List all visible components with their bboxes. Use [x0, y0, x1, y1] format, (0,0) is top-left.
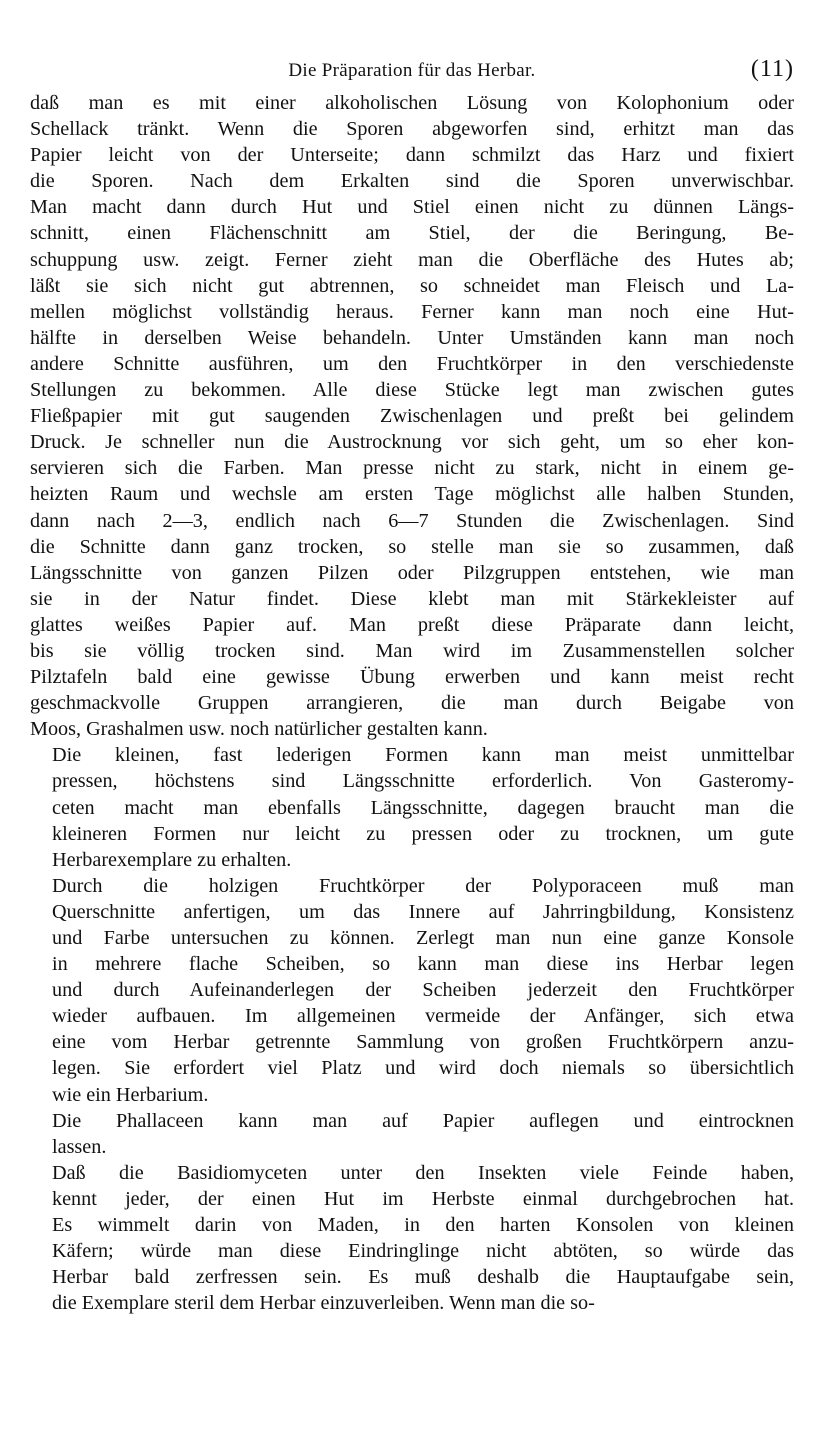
- text-line: glattes weißes Papier auf. Man preßt diese Präparate dann leicht,: [30, 613, 794, 636]
- text-line: schnitt, einen Flächenschnitt am Stiel, der die Beringung, Be-: [30, 222, 794, 245]
- text-line: läßt sie sich nicht gut abtrennen, so schneidet man Fleisch und La-: [30, 274, 794, 297]
- text-line: lassen.: [52, 1135, 107, 1158]
- text-line: geschmackvolle Gruppen arrangieren, die man durch Beigabe von: [30, 692, 794, 715]
- text-line: Durch die holzigen Fruchtkörper der Polyporaceen muß man: [52, 874, 794, 897]
- paragraph: [30, 742, 794, 872]
- text-line: Die Phallaceen kann man auf Papier auflegen und eintrocknen: [52, 1109, 794, 1132]
- page-number: (11): [750, 56, 794, 82]
- text-line: daß man es mit einer alkoholischen Lösung von Kolophonium oder: [30, 92, 794, 114]
- text-line: sie in der Natur findet. Diese klebt man mit Stärkekleister auf: [30, 587, 794, 610]
- text-line: ceten macht man ebenfalls Längsschnitte, dagegen braucht man die: [52, 796, 794, 819]
- text-line: Querschnitte anfertigen, um das Innere auf Jahrringbildung, Konsistenz: [52, 900, 794, 923]
- body-text: [30, 90, 794, 1316]
- text-line: eine vom Herbar getrennte Sammlung von großen Fruchtkörpern anzu-: [52, 1031, 794, 1054]
- paragraph: [30, 1108, 794, 1160]
- text-line: schuppung usw. zeigt. Ferner zieht man die Oberfläche des Hutes ab;: [30, 248, 794, 271]
- text-line: Stellungen zu bekommen. Alle diese Stücke legt man zwischen gutes: [30, 379, 794, 402]
- text-line: Fließpapier mit gut saugenden Zwischenlagen und preßt bei gelindem: [30, 405, 794, 428]
- text-line: Käfern; würde man diese Eindringlinge nicht abtöten, so würde das: [52, 1240, 794, 1263]
- paragraph: [30, 873, 794, 1108]
- paragraph: [30, 1160, 794, 1317]
- text-line: Daß die Basidiomyceten unter den Insekten viele Feinde haben,: [52, 1161, 794, 1184]
- text-line: servieren sich die Farben. Man presse nicht zu stark, nicht in einem ge-: [30, 457, 794, 480]
- text-line: Herbar bald zerfressen sein. Es muß deshalb die Hauptaufgabe sein,: [52, 1266, 794, 1289]
- text-line: Schellack tränkt. Wenn die Sporen abgeworfen sind, erhitzt man das: [30, 118, 794, 141]
- running-title: Die Präparation für das Herbar.: [288, 60, 536, 81]
- text-line: pressen, höchstens sind Längsschnitte erforderlich. Von Gasteromy-: [52, 770, 794, 793]
- text-line: kennt jeder, der einen Hut im Herbste einmal durchgebrochen hat.: [52, 1187, 794, 1210]
- text-line: Die kleinen, fast lederigen Formen kann man meist unmittelbar: [52, 744, 794, 767]
- text-line: andere Schnitte ausführen, um den Fruchtkörper in den verschiedenste: [30, 352, 794, 375]
- text-line: wieder aufbauen. Im allgemeinen vermeide der Anfänger, sich etwa: [52, 1005, 794, 1028]
- text-line: dann nach 2—3, endlich nach 6—7 Stunden die Zwischenlagen. Sind: [30, 509, 794, 532]
- text-line: Druck. Je schneller nun die Austrocknung vor sich geht, um so eher kon-: [30, 431, 794, 454]
- text-line: in mehrere flache Scheiben, so kann man diese ins Herbar legen: [52, 953, 794, 976]
- text-line: wie ein Herbarium.: [52, 1083, 209, 1106]
- text-line: Herbarexemplare zu erhalten.: [52, 848, 292, 871]
- text-line: legen. Sie erfordert viel Platz und wird doch niemals so übersichtlich: [52, 1057, 794, 1080]
- text-line: und durch Aufeinanderlegen der Scheiben jederzeit den Fruchtkörper: [52, 979, 794, 1002]
- paragraph: [30, 90, 794, 742]
- text-line: Pilztafeln bald eine gewisse Übung erwerben und kann meist recht: [30, 666, 794, 689]
- text-line: hälfte in derselben Weise behandeln. Unter Umständen kann man noch: [30, 326, 794, 349]
- text-line: Längsschnitte von ganzen Pilzen oder Pilzgruppen entstehen, wie man: [30, 561, 794, 584]
- text-line: Moos, Grashalmen usw. noch natürlicher gestalten kann.: [30, 718, 488, 741]
- text-line: kleineren Formen nur leicht zu pressen oder zu trocknen, um gute: [52, 822, 794, 845]
- text-line: die Sporen. Nach dem Erkalten sind die Sporen unverwischbar.: [30, 170, 794, 193]
- page-header: [30, 56, 794, 90]
- text-line: Es wimmelt darin von Maden, in den harten Konsolen von kleinen: [52, 1214, 794, 1237]
- text-line: und Farbe untersuchen zu können. Zerlegt man nun eine ganze Konsole: [52, 927, 794, 949]
- book-page: [30, 56, 794, 1316]
- text-line: Papier leicht von der Unterseite; dann schmilzt das Harz und fixiert: [30, 144, 794, 167]
- text-line: mellen möglichst vollständig heraus. Ferner kann man noch eine Hut-: [30, 300, 794, 323]
- text-line: die Exemplare steril dem Herbar einzuverleiben. Wenn man die so-: [52, 1292, 595, 1315]
- text-line: die Schnitte dann ganz trocken, so stelle man sie so zusammen, daß: [30, 535, 794, 558]
- text-line: bis sie völlig trocken sind. Man wird im Zusammenstellen solcher: [30, 639, 794, 662]
- text-line: heizten Raum und wechsle am ersten Tage möglichst alle halben Stunden,: [30, 483, 794, 506]
- text-line: Man macht dann durch Hut und Stiel einen nicht zu dünnen Längs-: [30, 196, 794, 219]
